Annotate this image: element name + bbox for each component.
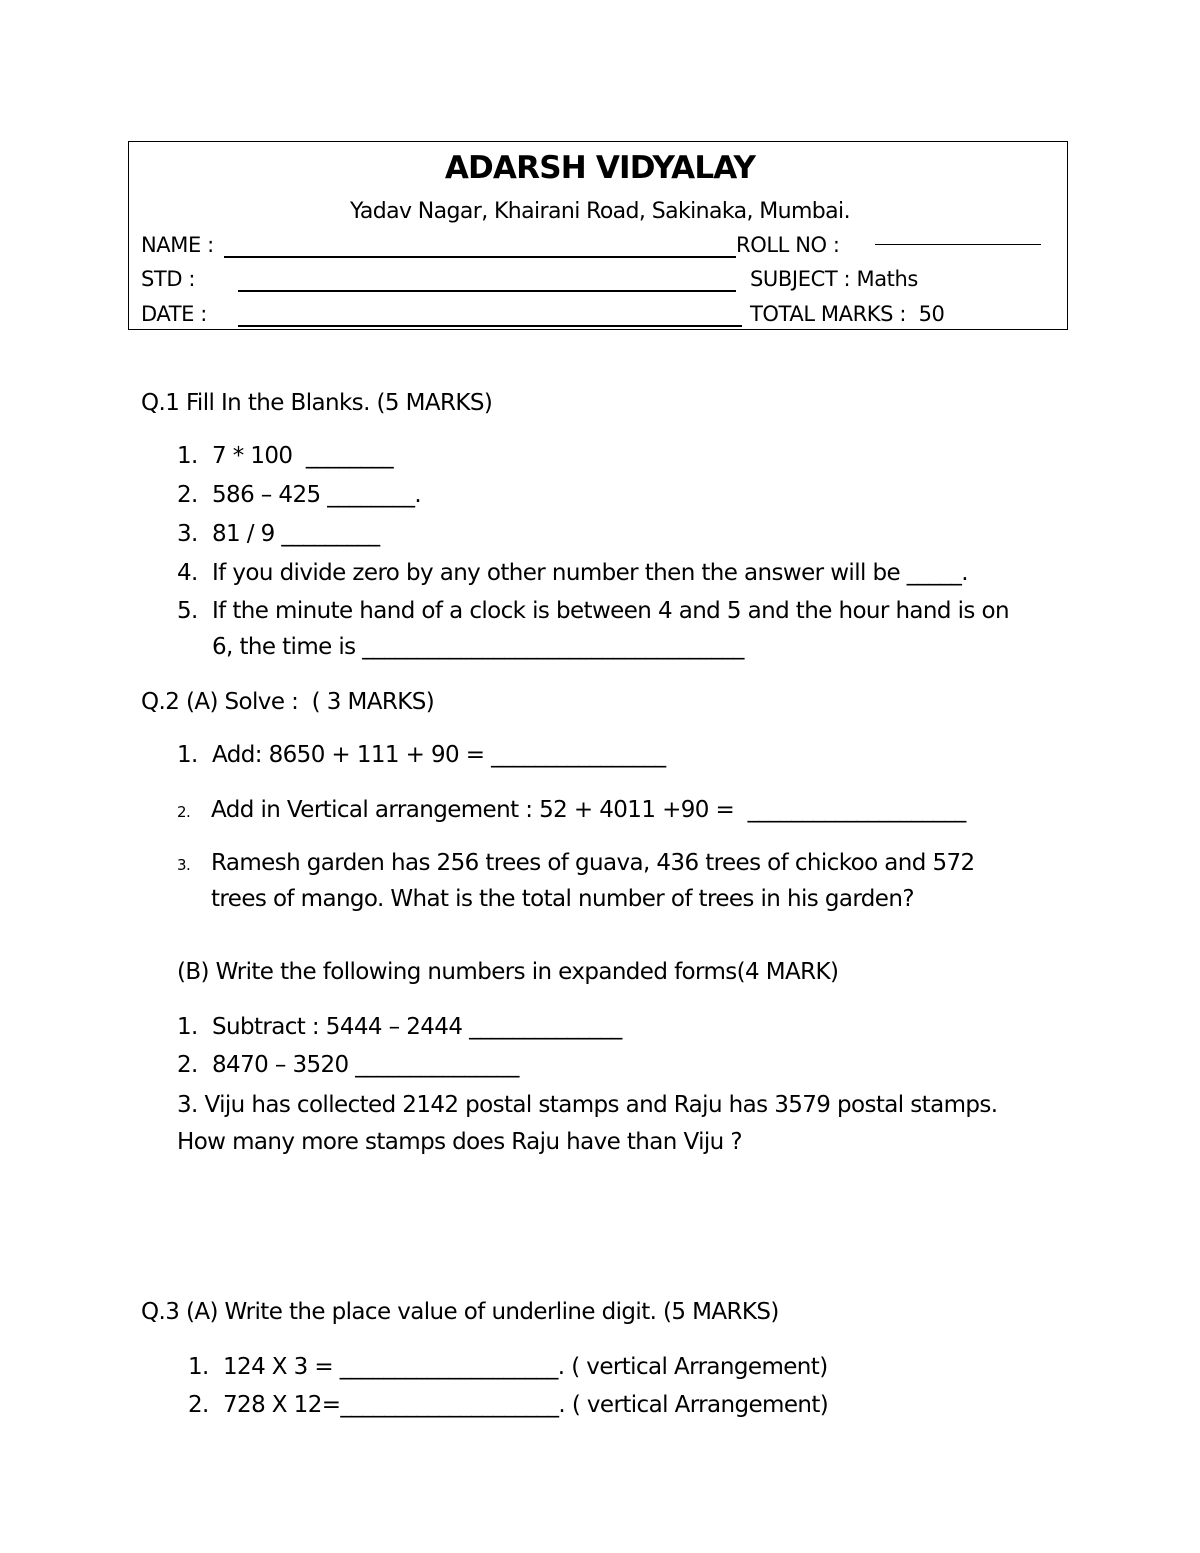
- q1-item-4: [177, 558, 968, 588]
- list-number: 1.: [188, 1354, 209, 1380]
- q2b-item-1: [177, 1012, 622, 1042]
- q2-item-1: [177, 740, 666, 770]
- q1-title: Q.1 Fill In the Blanks. (5 MARKS): [141, 390, 493, 416]
- q3-item-1: [188, 1352, 828, 1382]
- list-text: If you divide zero by any other number then the answer will be _____.: [212, 560, 968, 586]
- q3-item-2: [188, 1390, 828, 1420]
- roll-no-label: ROLL NO :: [736, 233, 840, 257]
- list-number: 2.: [188, 1392, 209, 1418]
- list-number: 2.: [177, 803, 191, 821]
- q2-item-3-continued: trees of mango. What is the total number of trees in his garden?: [211, 886, 914, 912]
- list-text: 7 * 100 ________: [212, 443, 394, 469]
- q1-item-1: [177, 441, 393, 471]
- list-number: 3.: [177, 856, 191, 874]
- name-label: NAME :: [141, 233, 214, 257]
- q2-item-2: [177, 795, 966, 827]
- q2b-item-3: 3. Viju has collected 2142 postal stamps and Raju has 3579 postal stamps.: [177, 1092, 998, 1118]
- list-number: 1.: [177, 742, 198, 768]
- list-number: 1.: [177, 443, 198, 469]
- list-number: 2.: [177, 482, 198, 508]
- q3-title: Q.3 (A) Write the place value of underline digit. (5 MARKS): [141, 1299, 779, 1325]
- std-blank-line: [238, 290, 736, 292]
- list-number: 1.: [177, 1014, 198, 1040]
- q1-item-5-continued: 6, the time is ___________________________________: [212, 634, 744, 660]
- q2-title: Q.2 (A) Solve : ( 3 MARKS): [141, 689, 435, 715]
- q1-item-5: [177, 596, 1009, 626]
- q2b-title: (B) Write the following numbers in expanded forms(4 MARK): [177, 959, 839, 985]
- list-number: 3.: [177, 521, 198, 547]
- school-address: Yadav Nagar, Khairani Road, Sakinaka, Mumbai.: [350, 199, 850, 224]
- list-text: If the minute hand of a clock is between 4 and 5 and the hour hand is on: [212, 598, 1009, 624]
- q1-item-2: [177, 480, 421, 510]
- school-name: ADARSH VIDYALAY: [444, 150, 756, 186]
- list-text: 728 X 12=____________________. ( vertical Arrangement): [223, 1392, 829, 1418]
- roll-no-blank-line: [875, 244, 1041, 245]
- q2-item-3: [177, 848, 975, 880]
- q2b-item-2: [177, 1050, 519, 1080]
- list-text: 586 – 425 ________.: [212, 482, 422, 508]
- list-text: Add: 8650 + 111 + 90 = ________________: [212, 742, 666, 768]
- q1-item-3: [177, 519, 379, 549]
- list-text: Add in Vertical arrangement : 52 + 4011 +90 = ____________________: [211, 797, 966, 823]
- list-text: 124 X 3 = ____________________. ( vertical Arrangement): [223, 1354, 828, 1380]
- q2b-item-3-continued: How many more stamps does Raju have than Viju ?: [177, 1129, 742, 1155]
- list-number: 5.: [177, 598, 198, 624]
- list-text: 8470 – 3520 _______________: [212, 1052, 519, 1078]
- date-label: DATE :: [141, 302, 207, 326]
- name-blank-line: [224, 256, 736, 258]
- list-number: 4.: [177, 560, 198, 586]
- date-blank-line: [238, 325, 742, 327]
- subject-label: SUBJECT : Maths: [750, 267, 918, 291]
- list-text: 81 / 9 _________: [212, 521, 380, 547]
- std-label: STD :: [141, 267, 196, 291]
- list-text: Subtract : 5444 – 2444 ______________: [212, 1014, 622, 1040]
- list-number: 2.: [177, 1052, 198, 1078]
- list-text: Ramesh garden has 256 trees of guava, 436 trees of chickoo and 572: [211, 850, 975, 876]
- total-marks-label: TOTAL MARKS : 50: [750, 302, 945, 326]
